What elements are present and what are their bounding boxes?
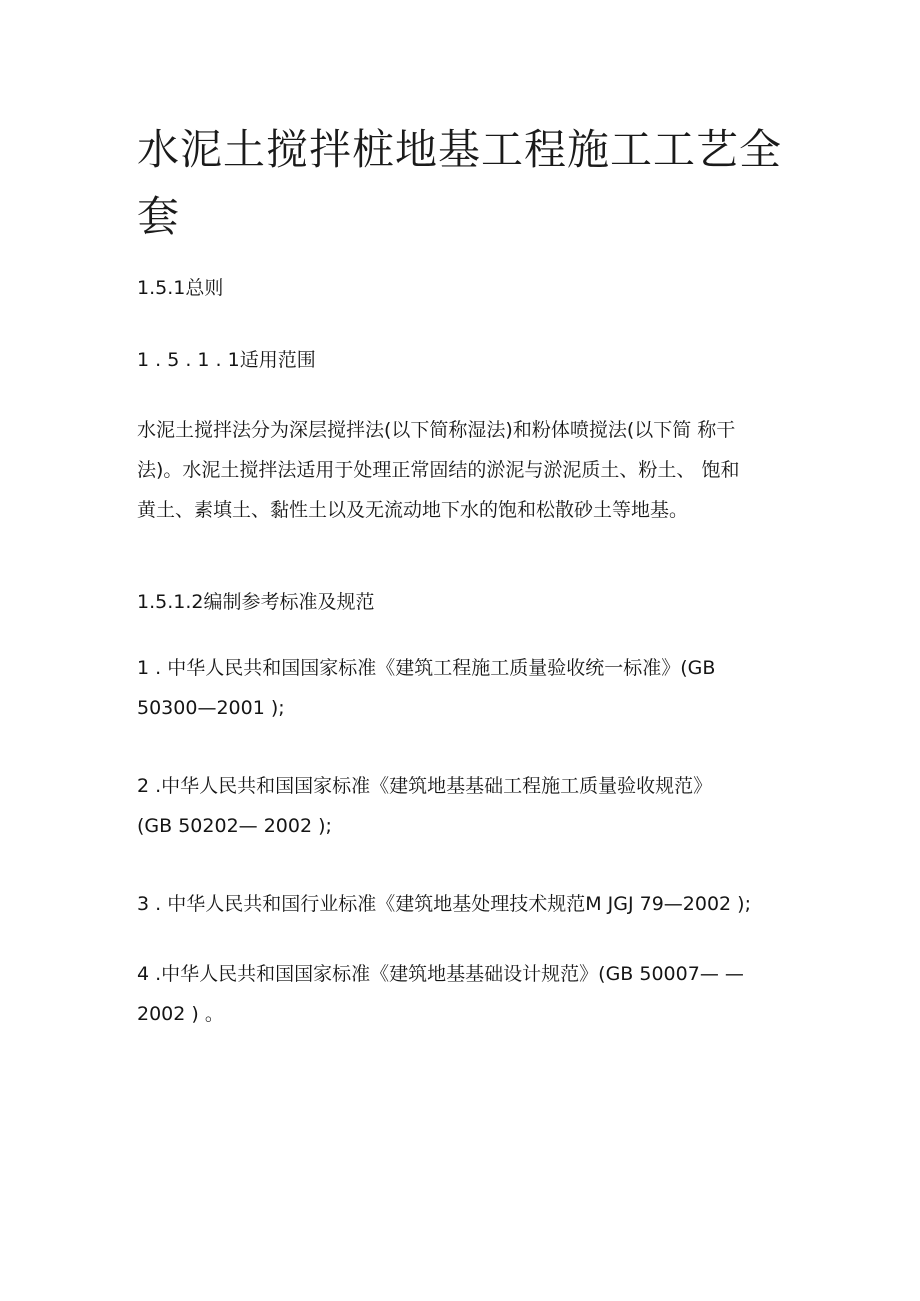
scope-line-1: 水泥土搅拌法分为深层搅拌法(以下简称湿法)和粉体喷搅法(以下简 称干 bbox=[137, 419, 736, 441]
reference-1-line-2: 50300—2001 ); bbox=[137, 697, 285, 719]
reference-3-line-1: 3 . 中华人民共和国行业标准《建筑地基处理技术规范M JGJ 79—2002 ); bbox=[137, 893, 751, 915]
title-line-1: 水泥土搅拌桩地基工程施工工艺全 bbox=[137, 125, 783, 174]
document-title bbox=[137, 116, 797, 250]
reference-item-3 bbox=[137, 884, 802, 924]
reference-2-line-2: (GB 50202— 2002 ); bbox=[137, 815, 332, 837]
reference-2-line-1: 2 .中华人民共和国国家标准《建筑地基基础工程施工质量验收规范》 bbox=[137, 775, 713, 797]
scope-line-2: 法)。水泥土搅拌法适用于处理正常固结的淤泥与淤泥质土、粉土、 饱和 bbox=[137, 459, 740, 481]
reference-4-line-2: 2002 ) 。 bbox=[137, 1003, 224, 1025]
section-heading-scope: 1 . 5 . 1 . 1适用范围 bbox=[137, 349, 316, 371]
reference-item-1 bbox=[137, 648, 802, 728]
section-heading-references: 1.5.1.2编制参考标准及规范 bbox=[137, 591, 375, 613]
scope-paragraph bbox=[137, 410, 802, 530]
scope-line-3: 黄土、素填土、黏性土以及无流动地下水的饱和松散砂土等地基。 bbox=[137, 499, 689, 521]
reference-4-line-1: 4 .中华人民共和国国家标准《建筑地基基础设计规范》(GB 50007— — bbox=[137, 963, 744, 985]
title-line-2: 套 bbox=[137, 192, 181, 241]
reference-item-2 bbox=[137, 766, 802, 846]
reference-item-4 bbox=[137, 954, 802, 1034]
section-heading-general: 1.5.1总则 bbox=[137, 277, 224, 299]
reference-1-line-1: 1 . 中华人民共和国国家标准《建筑工程施工质量验收统一标准》(GB bbox=[137, 657, 716, 679]
